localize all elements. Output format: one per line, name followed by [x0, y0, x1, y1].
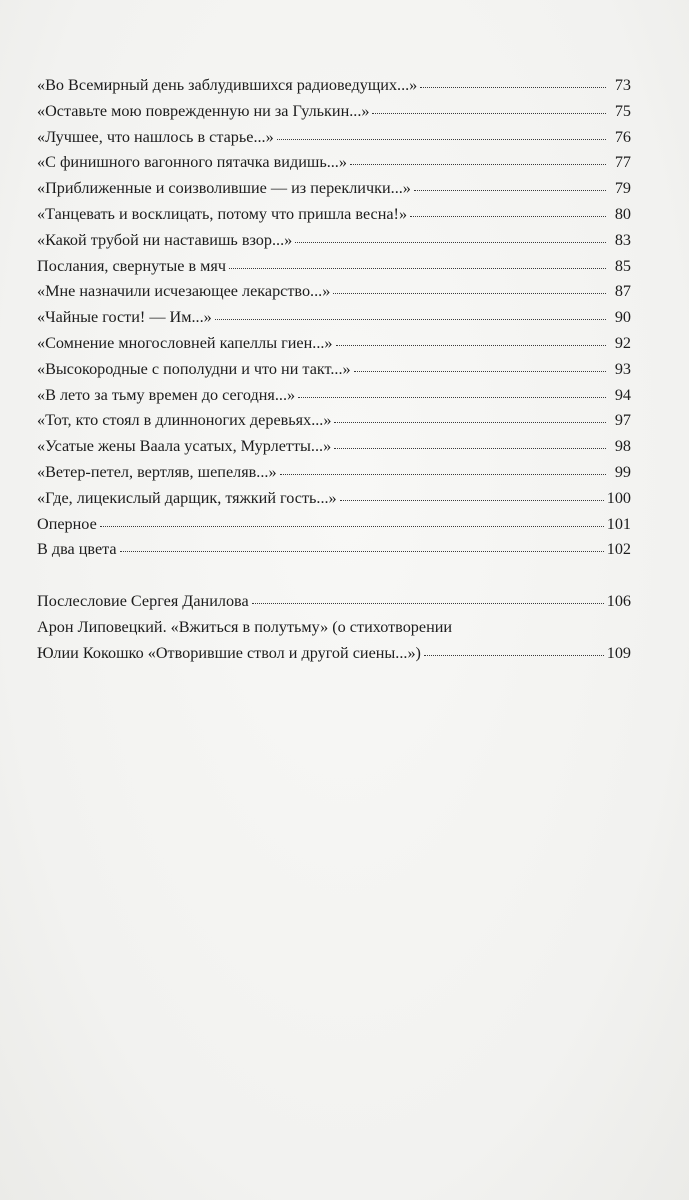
- toc-entry-essay: [37, 641, 631, 667]
- toc-entry-page: 99: [614, 462, 631, 481]
- toc-entry: [37, 331, 631, 357]
- toc-leader-dots: [298, 396, 606, 398]
- toc-entry: [37, 176, 631, 202]
- toc-entry: [37, 99, 631, 125]
- toc-entry-page: 76: [614, 127, 631, 146]
- toc-entry-page: 83: [614, 230, 631, 249]
- toc-entry: [37, 305, 631, 331]
- toc-entry-title: «Сомнение многословней капеллы гиен...»: [37, 333, 333, 352]
- toc-leader-dots: [340, 499, 604, 501]
- toc-entry-page: 87: [614, 282, 631, 301]
- toc-entry: [37, 228, 631, 254]
- toc-leader-dots: [280, 473, 606, 475]
- toc-leader-dots: [252, 602, 604, 604]
- toc-entry-page: 94: [614, 385, 631, 404]
- toc-entry-title: «Лучшее, что нашлось в старье...»: [37, 127, 274, 146]
- toc-leader-dots: [100, 525, 604, 527]
- toc-leader-dots: [334, 447, 606, 449]
- toc-entry-page: 92: [614, 333, 631, 352]
- toc-leader-dots: [295, 241, 606, 243]
- toc-entry-afterword: [37, 589, 631, 615]
- toc-leader-dots: [350, 163, 606, 165]
- toc-leader-dots: [354, 370, 606, 372]
- toc-entry: [37, 537, 631, 563]
- toc-leader-dots: [414, 189, 606, 191]
- toc-leader-dots: [420, 86, 606, 88]
- toc-entry-title: «Танцевать и восклицать, потому что пришла весна!»: [37, 204, 408, 223]
- toc-leader-dots: [372, 112, 606, 114]
- toc-entry-title: Оперное: [37, 514, 97, 533]
- toc-leader-dots: [334, 421, 606, 423]
- table-of-contents: [37, 73, 631, 667]
- toc-entry: [37, 408, 631, 434]
- toc-leader-dots: [229, 267, 606, 269]
- toc-entry-title: В два цвета: [37, 540, 117, 559]
- toc-entry-title: «Мне назначили исчезающее лекарство...»: [37, 282, 331, 301]
- toc-entry: [37, 512, 631, 538]
- toc-entry-page: 79: [614, 179, 631, 198]
- toc-entry: [37, 279, 631, 305]
- toc-entry-page: 85: [614, 256, 631, 275]
- toc-entry: [37, 125, 631, 151]
- toc-entry-page: 109: [606, 643, 631, 662]
- toc-entry-title: «Какой трубой ни наставишь взор...»: [37, 230, 293, 249]
- toc-leader-dots: [120, 550, 604, 552]
- toc-entry-page: 102: [606, 540, 631, 559]
- toc-entry-title: Послесловие Сергея Данилова: [37, 592, 249, 611]
- toc-entry-title: «С финишного вагонного пятачка видишь...»: [37, 153, 347, 172]
- toc-entry-page: 98: [614, 437, 631, 456]
- toc-leader-dots: [333, 292, 606, 294]
- toc-entry-page: 77: [614, 153, 631, 172]
- toc-entry: [37, 383, 631, 409]
- section-gap: [37, 563, 631, 589]
- toc-entry-title: «Высокородные с пополудни и что ни такт...»: [37, 359, 351, 378]
- toc-leader-dots: [215, 318, 606, 320]
- toc-entry: [37, 150, 631, 176]
- toc-entry-page: 97: [614, 411, 631, 430]
- toc-entry-title: Юлии Кокошко «Отворившие ствол и другой сиены...»): [37, 643, 421, 662]
- toc-entry-title: «Ветер-петел, вертляв, шепеляв...»: [37, 462, 277, 481]
- toc-entry-title: «Приближенные и соизволившие — из переклички...»: [37, 179, 411, 198]
- toc-entry-page: 100: [606, 488, 631, 507]
- toc-entry-page: 90: [614, 308, 631, 327]
- toc-entry-title: Послания, свернутые в мяч: [37, 256, 226, 275]
- toc-leader-dots: [410, 215, 606, 217]
- toc-entry-page: 73: [614, 76, 631, 94]
- toc-entry: [37, 460, 631, 486]
- toc-entry: [37, 486, 631, 512]
- toc-entry: [37, 254, 631, 280]
- toc-leader-dots: [336, 344, 606, 346]
- toc-entry-title: «Где, лицекислый дарщик, тяжкий гость...»: [37, 488, 337, 507]
- toc-entry: [37, 357, 631, 383]
- toc-entry-title: «Во Всемирный день заблудившихся радиоведущих...»: [37, 76, 418, 94]
- toc-entry: [37, 73, 631, 99]
- toc-leader-dots: [424, 654, 604, 656]
- toc-leader-dots: [277, 138, 606, 140]
- toc-entry-essay-line1: Арон Липовецкий. «Вжиться в полутьму» (о стихотворении: [37, 617, 453, 636]
- toc-entry: [37, 202, 631, 228]
- toc-entry-title: «Оставьте мою поврежденную ни за Гулькин...»: [37, 101, 370, 120]
- toc-entry-title: «Тот, кто стоял в длинноногих деревьях...»: [37, 411, 332, 430]
- toc-entry-title: «В лето за тьму времен до сегодня...»: [37, 385, 296, 404]
- toc-entry: [37, 434, 631, 460]
- toc-entry-title: «Усатые жены Ваала усатых, Мурлетты...»: [37, 437, 332, 456]
- toc-entry-page: 75: [614, 101, 631, 120]
- toc-entry-page: 80: [614, 204, 631, 223]
- toc-entry-page: 93: [614, 359, 631, 378]
- toc-entry-title: «Чайные гости! — Им...»: [37, 308, 212, 327]
- toc-entry-page: 106: [606, 592, 631, 611]
- toc-entry-page: 101: [606, 514, 631, 533]
